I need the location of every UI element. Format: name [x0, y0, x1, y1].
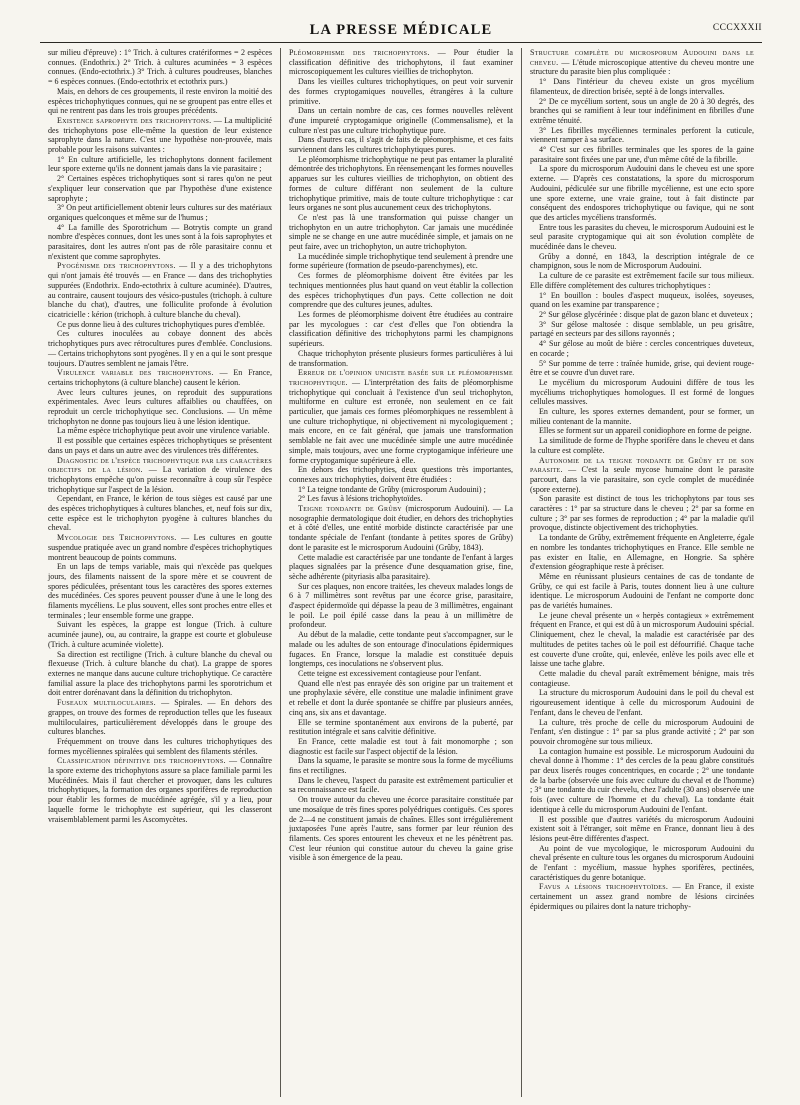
- paragraph-text: Ce n'est pas là une transformation qui puisse changer un trichophyton en un autre trichophyton. Car jamais une mucédinée simple ne se change en une autre mucédinée simple, et jamais on ne peut faire, avec un trichophyton, un autre trichophyton.: [289, 212, 513, 252]
- paragraph-text: 4° Sur gélose au moût de bière : cercles concentriques duveteux, en cocarde ;: [530, 339, 754, 358]
- paragraph-text: La culture, très proche de celle du microsporum Audouini de l'enfant, s'en distingue : 1° par sa plus grande activité ; 2° par son pouvoir chromogène sur tous milieux.: [530, 717, 754, 746]
- paragraph-text: sur milieu d'épreuve) : 1° Trich. à cultures cratériformes = 2 espèces connues. (Endothrix.) 2° Trich. à cultures acuminées = 3 espèces connues. (Endo-ectothrix.) 3° Trich. à cultures poudreuses, blanches = 6 espèces connues. (Endo-ectothrix et ectothrix purs.): [48, 48, 272, 87]
- paragraph-text: (microsporum Audouini). — La nosographie dermatologique doit étudier, en dehors des trichophyties et à côté d'elles, une entité morbide distincte caractérisée par une tondante spéciale de l'enfant (tondante à petites spores de Grûby) dont le parasite est le microsporum Audouini (Grûby, 1843).: [289, 504, 513, 552]
- paragraph-text: — C'est la seule mycose humaine dont le parasite parcourt, dans la vie parasitaire, son cycle complet de mucédinée (spore externe).: [530, 465, 754, 494]
- paragraph: [48, 620, 272, 649]
- paragraph: [48, 456, 272, 495]
- paragraph: [289, 155, 513, 213]
- section-heading: Existence saprophyte des trichophytons.: [57, 115, 212, 125]
- section-heading: Virulence variable des trichophytons.: [57, 368, 214, 378]
- paragraph: [289, 485, 513, 495]
- paragraph-text: En France, cette maladie est tout à fait monomorphe ; son diagnostic est facile sur l'aspect objectif de la lésion.: [289, 736, 513, 756]
- paragraph-text: Cette teigne est excessivement contagieuse pour l'enfant.: [298, 669, 482, 678]
- paragraph: [530, 359, 754, 378]
- section-heading: Autonomie de la teigne tondante de Grûby et de son parasite.: [530, 455, 754, 475]
- column-right: [521, 48, 762, 1097]
- paragraph-text: — En France, il existe certainement un assez grand nombre de lésions circinées épidermiques ou pilaires dont la nature trichophy-: [530, 882, 754, 911]
- paragraph: [530, 97, 754, 126]
- paragraph: [48, 368, 272, 387]
- paragraph-text: 2° Certaines espèces trichophytiques sont si rares qu'on ne peut s'expliquer leur conservation que par l'hypothèse d'une existence saprophyte ;: [48, 174, 272, 203]
- paragraph: [48, 155, 272, 174]
- paragraph-text: Son parasite est distinct de tous les trichophytons par tous ses caractères : 1° par sa structure dans le cheveu ; 2° par sa forme en culture ; 3° par ses formes de reproduction ; 4° par la maladie qu'il provoque, distincte objectivement des trichophyties.: [530, 494, 754, 533]
- paragraph: [530, 426, 754, 436]
- paragraph-text: La similitude de forme de l'hyphe sporifère dans le cheveu et dans la culture est complète.: [530, 436, 754, 455]
- paragraph-text: — Il y a des trichophytons qui n'ont jamais été trouvés — en France — dans des trichophyties suppurées (Endothrix. Endo-ectothrix à culture acuminée). D'autres, au contraire, causent toujours des vésico-pustules (trichoph. à culture blanche du chat), d'autres, une folliculite profonde à évolution cicatricielle : kérion (trichoph. à culture blanche du cheval).: [48, 261, 273, 319]
- paragraph-text: — Spirales. — En dehors des grappes, on trouve des formes de reproduction telles que les fuseaux multiloculaires, particulièrement développés dans le groupe des cultures blanches.: [48, 698, 273, 737]
- paragraph-text: 2° Sur gélose glycérinée : disque plat de gazon blanc et duveteux ;: [539, 309, 753, 319]
- paragraph: [48, 737, 272, 756]
- paragraph-text: — Les cultures en goutte suspendue pratiquée avec un grand nombre d'espèces trichophytiques montrent beaucoup de points communs.: [48, 533, 272, 562]
- paragraph: [289, 630, 513, 669]
- paragraph: [530, 456, 754, 495]
- paragraph: [289, 776, 513, 795]
- paragraph-text: La spore du microsporum Audouini dans le cheveu est une spore externe. — D'après ces constatations, la spore du microsporum Audouini, pédiculée sur une fibrille mycélienne, est une ecto spore une spore externe, une vraie graine, tout à fait distincte par conséquent des endospores trichophytique ou favique, qui ne sont que des articles mycéliens transformés.: [530, 164, 754, 222]
- paragraph: [530, 164, 754, 222]
- paragraph: [289, 669, 513, 679]
- paragraph: [289, 582, 513, 631]
- paragraph-text: Suivant les espèces, la grappe est longue (Trich. à culture acuminée jaune), ou, au contraire, la grappe est courte et globuleuse (Trich. à culture acuminée violette).: [48, 620, 272, 649]
- paragraph-text: La culture de ce parasite est extrêmement facile sur tous milieux. Elle diffère complètement des cultures trichophytiques :: [530, 271, 754, 290]
- paragraph: [289, 465, 513, 484]
- paragraph: [289, 252, 513, 271]
- paragraph: [530, 77, 754, 96]
- paragraph: [48, 320, 272, 330]
- paragraph: [48, 650, 272, 699]
- paragraph-text: Dans le cheveu, l'aspect du parasite est extrêmement particulier et sa reconnaissance est facile.: [289, 775, 513, 795]
- paragraph-text: Grûby a donné, en 1843, la description intégrale de ce champignon, sous le nom de Microsporum Audouini.: [530, 251, 754, 271]
- column-middle: [280, 48, 521, 1097]
- paragraph-text: Au point de vue mycologique, le microsporum Audouini du cheval présente en culture tous les organes du microsporum Audouini de l'enfant : mycélium, massue hyphes sporifères, pectinées, caractéristiques du genre botanique.: [530, 843, 754, 882]
- paragraph-text: Ces cultures inoculées au cobaye donnent des abcès trichophytiques purs avec rétrocultures pures d'emblée. Conclusions. — Certains trichophytons sont pyogènes. Il y en a qui le sont presque toujours. D'autres semblent ne jamais l'être.: [48, 329, 272, 368]
- paragraph-text: 5° Sur pomme de terre : traînée humide, grise, qui devient rouge-être et se couvre d'un duvet rare.: [530, 358, 754, 378]
- paragraph: [530, 533, 754, 572]
- paragraph-text: Dans un certain nombre de cas, ces formes nouvelles relèvent d'une impureté cryptogamique originelle (Commensalisme), et la culture n'est pas une culture trichophytique pure.: [289, 106, 513, 135]
- paragraph: [48, 174, 272, 203]
- section-heading: Fuseaux multiloculaires.: [57, 698, 156, 708]
- paragraph: [48, 533, 272, 562]
- paragraph: [289, 106, 513, 135]
- paragraph-text: Ce pus donne lieu à des cultures trichophytiques pures d'emblée.: [57, 319, 265, 329]
- paragraph-text: La mucédinée simple trichophytique tend seulement à prendre une forme supérieure (formation de pseudo-parenchymes), etc.: [289, 251, 513, 271]
- paragraph: [530, 436, 754, 455]
- paragraph-text: Les formes de pléomorphisme doivent être étudiées au contraire par les mycologues : car c'est d'elles que l'on obtiendra la classification définitive des trichophytons parmi les champignons supérieurs.: [289, 309, 513, 349]
- section-heading: Mycologie des Trichophytons.: [57, 533, 177, 543]
- paragraph: [289, 271, 513, 310]
- section-heading: Pyogénisme des trichophytons.: [57, 261, 176, 271]
- paragraph-text: Le pléomorphisme trichophytique ne peut pas entamer la pluralité démontrée des trichophytons. En réensemençant les formes nouvelles apparues sur les cultures vieillies de trichophyton, on obtient des formes de culture différant non seulement de la culture trichophytique primitive, mais de toute culture trichophytique : car leurs organes ne sont plus aucunement ceux des trichophytons.: [289, 154, 513, 213]
- paragraph: [530, 494, 754, 533]
- paragraph-text: Il est possible que certaines espèces trichophytiques se présentent dans un pays et dans un autre avec des virulences très différentes.: [48, 436, 272, 455]
- paragraph: [530, 291, 754, 310]
- paragraph: [289, 504, 513, 553]
- paragraph: [530, 688, 754, 717]
- paragraph-text: Le mycélium du microsporum Audouini diffère de tous les mycéliums trichophytiques homologues. Il est formé de longues cellules massives.: [530, 377, 754, 407]
- paragraph: [530, 145, 754, 164]
- paragraph-text: 1° Dans l'intérieur du cheveu existe un gros mycélium filamenteux, de direction brisée, septé à de longs intervalles.: [530, 77, 754, 96]
- paragraph-text: Sa direction est rectiligne (Trich. à culture blanche du cheval ou flexueuse (Trich. à culture blanche du chat). La grappe de spores externes ne manque dans aucune culture trichophytique. Ce caractère familial assure la place des trichophytons parmi les sporotrichum et doit entrer dorénavant dans la définition du trichophyton.: [48, 649, 272, 698]
- paragraph: [289, 349, 513, 368]
- paragraph-text: — La variation de virulence des trichophytons empêche qu'on puisse reconnaître à coup sûr l'espèce trichophytique sur l'aspect de la lésion.: [48, 465, 272, 494]
- paragraph: [289, 494, 513, 504]
- paragraph-text: Entre tous les parasites du cheveu, le microsporum Audouini est le seul parasite cryptogamique qui ait son évolution complète de mucédinée dans le cheveu.: [530, 222, 754, 252]
- paragraph: [48, 698, 272, 737]
- paragraph: [289, 310, 513, 349]
- paragraph: [530, 252, 754, 271]
- paragraph-text: Elle se termine spontanément aux environs de la puberté, par restitution intégrale et sans calvitie définitive.: [289, 717, 513, 737]
- paragraph: [289, 718, 513, 737]
- paragraph-text: Au début de la maladie, cette tondante peut s'accompagner, sur le malade ou les adultes de son entourage d'inoculations épidermiques fugaces. En France, lorsque la maladie est constituée depuis longtemps, ces inoculations ne s'observent plus.: [289, 630, 513, 669]
- paragraph-text: En dehors des trichophyties, deux questions très importantes, connexes aux trichophyties, doivent être étudiées :: [289, 465, 513, 484]
- paragraph-text: La tondante de Grûby, extrêmement fréquente en Angleterre, égale en nombre les tondantes trichophytiques en France. Elle semble ne pas exister en Italie, en Allemagne, en Hongrie. Sa sphère d'extension géographique reste à préciser.: [530, 533, 754, 572]
- journal-title: LA PRESSE MÉDICALE: [309, 21, 493, 38]
- text-columns: [40, 48, 762, 1097]
- paragraph-text: — En France, certains trichophytons (à culture blanche) causent le kérion.: [48, 368, 272, 387]
- paragraph-text: 3° Sur gélose maltosée : disque semblable, un peu grisâtre, partagé en secteurs par des sillons rayonnés ;: [530, 319, 754, 339]
- paragraph: [48, 203, 272, 222]
- paragraph: [289, 368, 513, 465]
- paragraph-text: Il est possible que d'autres variétés du microsporum Audouini existent soit à l'étranger, soit même en France, donnant lieu à des lésions peut-être différentes d'aspect.: [530, 814, 754, 843]
- paragraph-text: — La multiplicité des trichophytons pose elle-même la question de leur existence saprophyte dans la nature. C'est une hypothèse non-prouvée, mais probable pour les raisons suivantes :: [48, 115, 272, 155]
- paragraph-text: Elles se forment sur un appareil conidiophore en forme de peigne.: [539, 426, 752, 436]
- paragraph: [530, 310, 754, 320]
- paragraph: [530, 572, 754, 611]
- paragraph-text: Le jeune cheval présente un « herpès contagieux » extrêmement fréquent en France, et qui est dû à un microsporum Audouini spécial. Cliniquement, chez le cheval, la maladie est caractérisée par des multitudes de petites taches où le poil est défourrifié. Chaque tache est couverte d'une croûte, qui, enlevée, enlève les poils avec elle et laisse une tache glabre.: [530, 610, 754, 669]
- section-heading: Favus a lésions trichophytoïdes.: [539, 882, 669, 892]
- paragraph: [48, 562, 272, 620]
- paragraph: [530, 320, 754, 339]
- paragraph: [48, 756, 272, 824]
- section-heading: Structure complète du microsporum Audouini dans le cheveu.: [530, 48, 754, 67]
- paragraph: [530, 815, 754, 844]
- paragraph-text: Ces formes de pléomorphisme doivent être évitées par les techniques mentionnées plus haut quand on veut établir la collection des espèces trichophytiques d'un pays. Cette collection ne doit comprendre que des cultures jeunes, adultes.: [289, 271, 513, 310]
- paragraph-text: Dans d'autres cas, il s'agit de faits de pléomorphisme, et ces faits surviennent dans les cultures trichophytiques pures.: [289, 135, 513, 155]
- paragraph: [48, 223, 272, 262]
- paragraph-text: 2° De ce mycélium sortent, sous un angle de 20 à 30 degrés, des branches qui se ramifient à leur tour indéfiniment en fibrilles d'une extrême ténuité.: [530, 96, 754, 125]
- paragraph-text: Mais, en dehors de ces groupements, il reste environ la moitié des espèces trichophytiques connues, qui ne se groupent pas entre elles et qui ne rentrent pas dans les trois groupes précédents.: [48, 86, 272, 116]
- column-left: [40, 48, 280, 1097]
- paragraph-text: 2° Les favus à lésions trichophytoïdes.: [298, 494, 423, 504]
- paragraph: [289, 77, 513, 106]
- section-heading: Pléomorphisme des trichophytons.: [289, 48, 430, 57]
- section-heading: Teigne tondante de Grûby: [298, 504, 402, 514]
- paragraph-text: 3° Les fibrilles mycéliennes terminales perforent la cuticule, viennent ramper à sa surface.: [530, 125, 754, 145]
- paragraph: [530, 611, 754, 669]
- paragraph-text: Sur ces plaques, non encore traitées, les cheveux malades longs de 6 à 7 millimètres sont revêtus par une écorce grise, parasitaire, d'aspect épidermoïde qui dépasse la peau de 3 millimètres, engainant le poil. Le poil épilé casse dans la peau à un millimètre de profondeur.: [289, 581, 513, 630]
- paragraph-text: Cette maladie est caractérisée par une tondante de l'enfant à larges plaques signalées par la présence d'une desquamation grise, fine, sèche adhérente (pityriasis alba parasitaire).: [289, 552, 513, 581]
- paragraph: [48, 87, 272, 116]
- page-number: CCCXXXII: [712, 23, 762, 33]
- paragraph: [530, 844, 754, 883]
- section-heading: Diagnostic de l'espèce trichophytique par les caractères objectifs de la lésion.: [48, 455, 272, 475]
- paragraph-text: On trouve autour du cheveu une écorce parasitaire constituée par une mosaïque de très fines spores polyédriques contiguës. Ces spores de 2—4 ne constituent jamais de chaînes. Elles sont irrégulièrement juxtaposées l'une après l'autre, sans former par leur réunion des filaments. Ces spores entourent les cheveux et ne les pénètrent pas. C'est leur réunion qui constitue autour du cheveu la gaine grise visible à son émergence de la peau.: [289, 795, 513, 863]
- paragraph: [530, 882, 754, 911]
- paragraph: [48, 329, 272, 368]
- paragraph: [530, 669, 754, 688]
- paragraph-text: — L'interprétation des faits de pléomorphisme trichophytique qui concluait à l'existence d'un seul trichophyton, multiforme en culture est erronée, non seulement en ce fait particulier, que jamais ces formes pléomorphiques ne ressemblent à une culture trichophytique, ni objectivement ni mycologiquement ; mais encore, en ce fait général, que jamais une transformation semblable ne fait avec une mucédinée simple une autre mucédinée simple, mais toujours, avec une forme cryptogamique inférieure une forme cryptogamique supérieure à elle.: [289, 377, 513, 465]
- paragraph-text: En culture, les spores externes demandent, pour se former, un milieu contenant de la mannite.: [530, 407, 754, 426]
- paragraph-text: La structure du microsporum Audouini dans le poil du cheval est rigoureusement identique à celle du microsporum Audouini de l'enfant, dans le cheveu de l'enfant.: [530, 688, 754, 717]
- paragraph-text: — L'étude microscopique attentive du cheveu montre une structure du parasite bien plus compliquée :: [530, 57, 754, 77]
- paragraph: [48, 116, 272, 155]
- paragraph: [48, 261, 272, 319]
- paragraph-text: — Pour étudier la classification définitive des trichophytons, il faut examiner microscopiquement les cultures vieillies de trichophyton.: [289, 48, 513, 77]
- paragraph-text: 4° C'est sur ces fibrilles terminales que les spores de la gaine parasitaire sont fixées une par une, d'un même côté de la fibrille.: [530, 145, 754, 164]
- paragraph-text: 4° La famille des Sporotrichum — Botrytis compte un grand nombre d'espèces connues, dont les unes sont à la fois saprophytes et parasitaires, dont les autres n'ont pas de rôle parasitaire connu et n'existent que comme saprophytes.: [48, 222, 272, 261]
- paragraph: [289, 553, 513, 582]
- paragraph-text: — Connaître la spore externe des trichophytons assure sa place familiale parmi les Mucédinées. Mais il faut chercher et provoquer, dans les cultures trichophytiques, la formation des organes sporifères de reproduction pour établir les formes de mucédinée agrégée, s'il y a lieu, pour laquelle forme le trichophyte est supérieur, qui les classeront vraisemblablement parmi les Ascomycètes.: [48, 756, 272, 824]
- paragraph-text: Quand elle n'est pas enrayée dès son origine par un traitement et une prophylaxie sévère, elle constitue une maladie infiniment grave et rebelle et dont la durée spontanée se chiffre par plusieurs années, cinq ans, six ans et davantage.: [289, 678, 513, 717]
- paragraph-text: Avec leurs cultures jeunes, on reproduit des suppurations expérimentales. Avec leurs cultures affaiblies ou chauffées, on reproduit un cercle trichophytique sec. Conclusions. — Un même trichophyton ne donne pas toujours lieu à une lésion identique.: [48, 387, 272, 426]
- paragraph: [530, 339, 754, 358]
- section-heading: Classification définitive des trichophytons.: [57, 756, 226, 766]
- paragraph: [530, 718, 754, 747]
- paragraph-text: La contagion humaine est possible. Le microsporum Audouini du cheval donne à l'homme : 1° des cercles de la peau glabre constitués par deux liserés rouges concentriques, en cocarde ; 2° une tondante de la barbe (observée une fois avec culture du cheval et de l'homme) ; 3° une tondante du cuir chevelu, chez l'adulte (30 ans) observée une fois (avec culture de l'homme et du cheval). La tondante était identique à celle du microsporum Audouini de l'enfant.: [530, 746, 754, 814]
- paragraph: [289, 213, 513, 252]
- paragraph: [48, 436, 272, 455]
- page-header: [40, 20, 762, 40]
- paragraph-text: Dans la squame, le parasite se montre sous la forme de mycéliums fins et rectilignes.: [289, 756, 513, 776]
- paragraph-text: 1° La teigne tondante de Grûby (microsporum Audouini) ;: [298, 484, 486, 494]
- paragraph: [289, 679, 513, 718]
- paragraph: [48, 426, 272, 436]
- paragraph: [530, 747, 754, 815]
- paragraph-text: 1° En bouillon : boules d'aspect muqueux, isolées, soyeuses, quand on les examine par transparence ;: [530, 290, 754, 310]
- paragraph-text: Cependant, en France, le kérion de tous sièges est causé par une des espèces trichophytiques à cultures blanches, et, neuf fois sur dix, cette espèce est le trichophyton pyogène à cultures blanches du cheval.: [48, 494, 272, 533]
- paragraph-text: Cette maladie du cheval paraît extrêmement bénigne, mais très contagieuse.: [530, 669, 754, 688]
- paragraph-text: Chaque trichophyton présente plusieurs formes particulières à lui de transformation.: [289, 348, 513, 368]
- paragraph: [530, 378, 754, 407]
- paragraph: [530, 48, 754, 77]
- paragraph: [289, 756, 513, 775]
- paragraph-text: En un laps de temps variable, mais qui n'excède pas quelques jours, des filaments naissent de la spore mère et se couvrent de spores pédiculées, présentant tous les caractères des spores externes des mucédinées. Ces spores peuvent pousser d'une à une le long des filaments mycéliens. Le plus souvent, elles sont proches entre elles et terminales ; leur ensemble forme une grappe.: [48, 562, 272, 620]
- paragraph: [530, 407, 754, 426]
- paragraph-text: 1° En culture artificielle, les trichophytons donnent facilement leur spore externe qu'ils ne donnent jamais dans la vie parasitaire ;: [48, 154, 272, 174]
- paragraph: [289, 48, 513, 77]
- paragraph-text: Fréquemment on trouve dans les cultures trichophytiques des formes mycéliennes spiralées qui semblent des filaments stériles.: [48, 736, 272, 756]
- paragraph: [289, 135, 513, 154]
- header-rule: [40, 42, 762, 43]
- paragraph: [48, 388, 272, 427]
- paragraph-text: La même espèce trichophytique peut avoir une virulence variable.: [57, 426, 270, 436]
- paragraph: [48, 48, 272, 87]
- paragraph: [530, 271, 754, 290]
- paragraph-text: Même en réunissant plusieurs centaines de cas de tondante de Grûby, ce qui est facile à Paris, toutes donnent lieu à une culture identique. Le microsporum Audouini de l'enfant ne comporte donc pas de variétés humaines.: [530, 571, 754, 611]
- paragraph-text: 3° On peut artificiellement obtenir leurs cultures sur des matériaux organiques quelconques et même sur de l'humus ;: [48, 203, 272, 222]
- paragraph: [289, 737, 513, 756]
- paragraph: [48, 494, 272, 533]
- paragraph: [530, 126, 754, 145]
- section-heading: Erreur de l'opinion uniciste basée sur le pléomorphisme trichophytique.: [289, 368, 513, 387]
- paragraph: [530, 223, 754, 252]
- paragraph-text: Dans les vieilles cultures trichophytiques, on peut voir survenir des formes cryptogamiques nouvelles, étrangères à la culture primitive.: [289, 77, 513, 106]
- paragraph: [289, 795, 513, 863]
